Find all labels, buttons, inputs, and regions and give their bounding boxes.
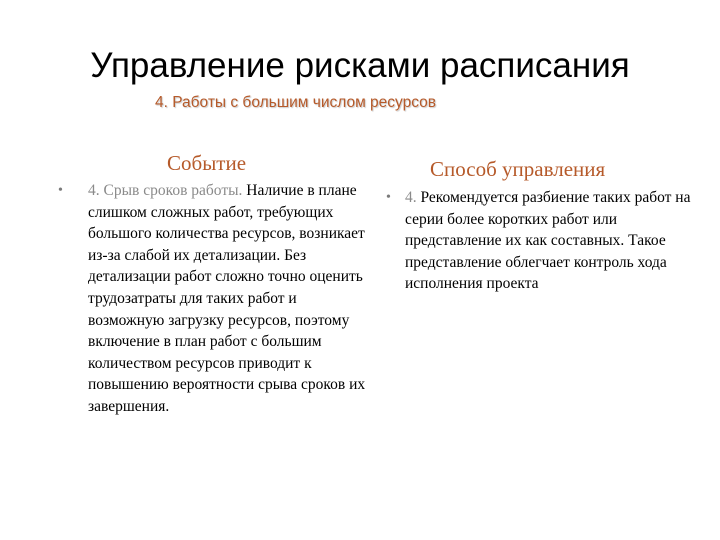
- management-description: [405, 187, 705, 295]
- management-description-lead: 4.: [405, 189, 417, 206]
- event-description: [88, 180, 370, 418]
- event-description-text: Наличие в плане слишком сложных работ, требующих большого количества ресурсов, возникает из-за слабой их детализации. Без детализации работ сложно точно оценить трудозатраты для таких работ и возможную загрузку ресурсов, поэтому включение в план работ с большим количеством ресурсов приводит к повышению вероятности срыва сроков их завершения.: [88, 182, 366, 415]
- bullet-icon: •: [386, 190, 391, 205]
- slide-title: Управление рисками расписания: [90, 46, 630, 85]
- management-column-heading: Способ управления: [430, 157, 606, 181]
- event-column-heading: Событие: [167, 151, 247, 175]
- event-description-lead: 4. Срыв сроков работы.: [88, 182, 243, 199]
- slide-subtitle: 4. Работы с большим числом ресурсов: [155, 94, 437, 111]
- management-description-text: Рекомендуется разбиение таких работ на серии более коротких работ или представление их как составных. Такое представление облегчает контроль хода исполнения проекта: [405, 189, 691, 293]
- bullet-icon: •: [58, 183, 63, 198]
